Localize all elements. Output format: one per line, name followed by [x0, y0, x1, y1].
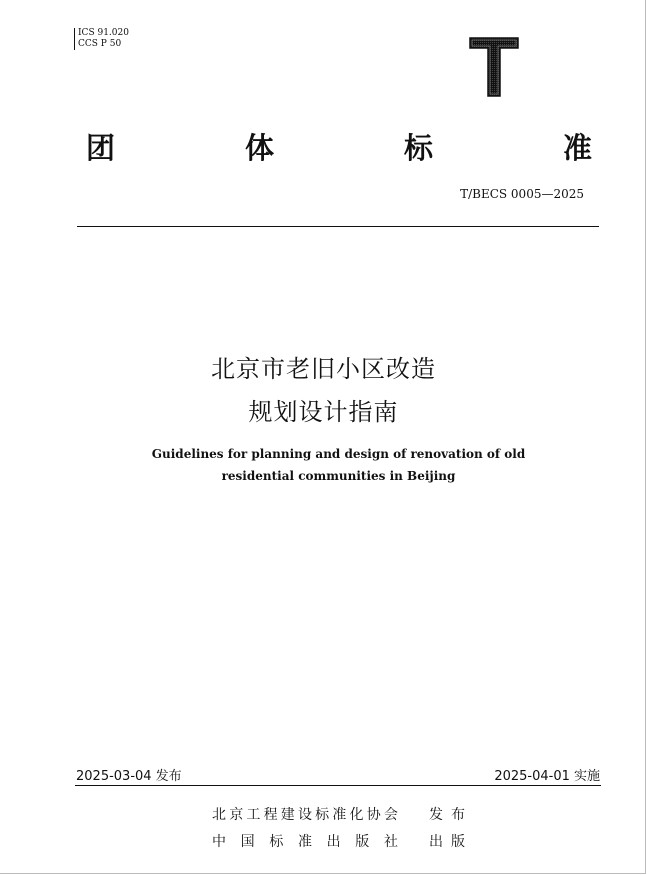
press-char: 标 — [269, 834, 284, 850]
category-char: 体 — [244, 130, 274, 165]
issuer-char: 建 — [280, 807, 295, 823]
issue-date: 2025-03-04 发布 — [76, 769, 182, 784]
press-action-char: 出 — [429, 834, 443, 850]
ccs-code: CCS P 50 — [78, 39, 122, 49]
issuer-char: 北 — [212, 807, 226, 823]
english-title-line-1: Guidelines for planning and design of renovation of old — [151, 447, 526, 461]
issuer-char: 设 — [297, 807, 312, 823]
bottom-divider — [75, 785, 601, 786]
issuer-name — [212, 804, 398, 824]
category-char: 团 — [86, 130, 116, 165]
standard-number: T/BECS 0005—2025 — [460, 187, 584, 201]
issuer-row — [212, 804, 512, 826]
issuer-char: 京 — [229, 807, 244, 823]
top-divider — [77, 226, 599, 227]
press-char: 中 — [212, 834, 226, 850]
issuer-char: 标 — [315, 807, 330, 823]
issuer-char: 程 — [263, 807, 278, 823]
category-char: 准 — [562, 130, 592, 165]
ics-code: ICS 91.020 — [78, 28, 129, 38]
issuer-char: 化 — [349, 807, 364, 823]
issuer-char: 准 — [332, 807, 347, 823]
issuer-action-char: 发 — [429, 807, 443, 823]
issuer-char: 工 — [246, 807, 261, 823]
issuer-action-char: 布 — [451, 807, 465, 823]
standard-category — [86, 124, 592, 168]
press-char: 社 — [383, 834, 398, 850]
issuer-char: 会 — [383, 807, 398, 823]
press-name — [212, 831, 398, 851]
chinese-title-line-1: 北京市老旧小区改造 — [211, 355, 436, 383]
classification-codes — [74, 28, 129, 50]
press-char: 版 — [355, 834, 370, 850]
issuer-action — [429, 804, 465, 824]
standard-t-logo — [466, 34, 522, 100]
chinese-title-line-2: 规划设计指南 — [248, 398, 399, 426]
press-char: 国 — [240, 834, 255, 850]
english-title-line-2: residential communities in Beijing — [221, 469, 456, 483]
press-action — [429, 831, 465, 851]
press-row — [212, 831, 512, 853]
press-char: 准 — [297, 834, 312, 850]
category-char: 标 — [403, 130, 433, 165]
implementation-date: 2025-04-01 实施 — [494, 769, 600, 784]
press-char: 出 — [326, 834, 341, 850]
issuer-char: 协 — [366, 807, 381, 823]
press-action-char: 版 — [451, 834, 465, 850]
